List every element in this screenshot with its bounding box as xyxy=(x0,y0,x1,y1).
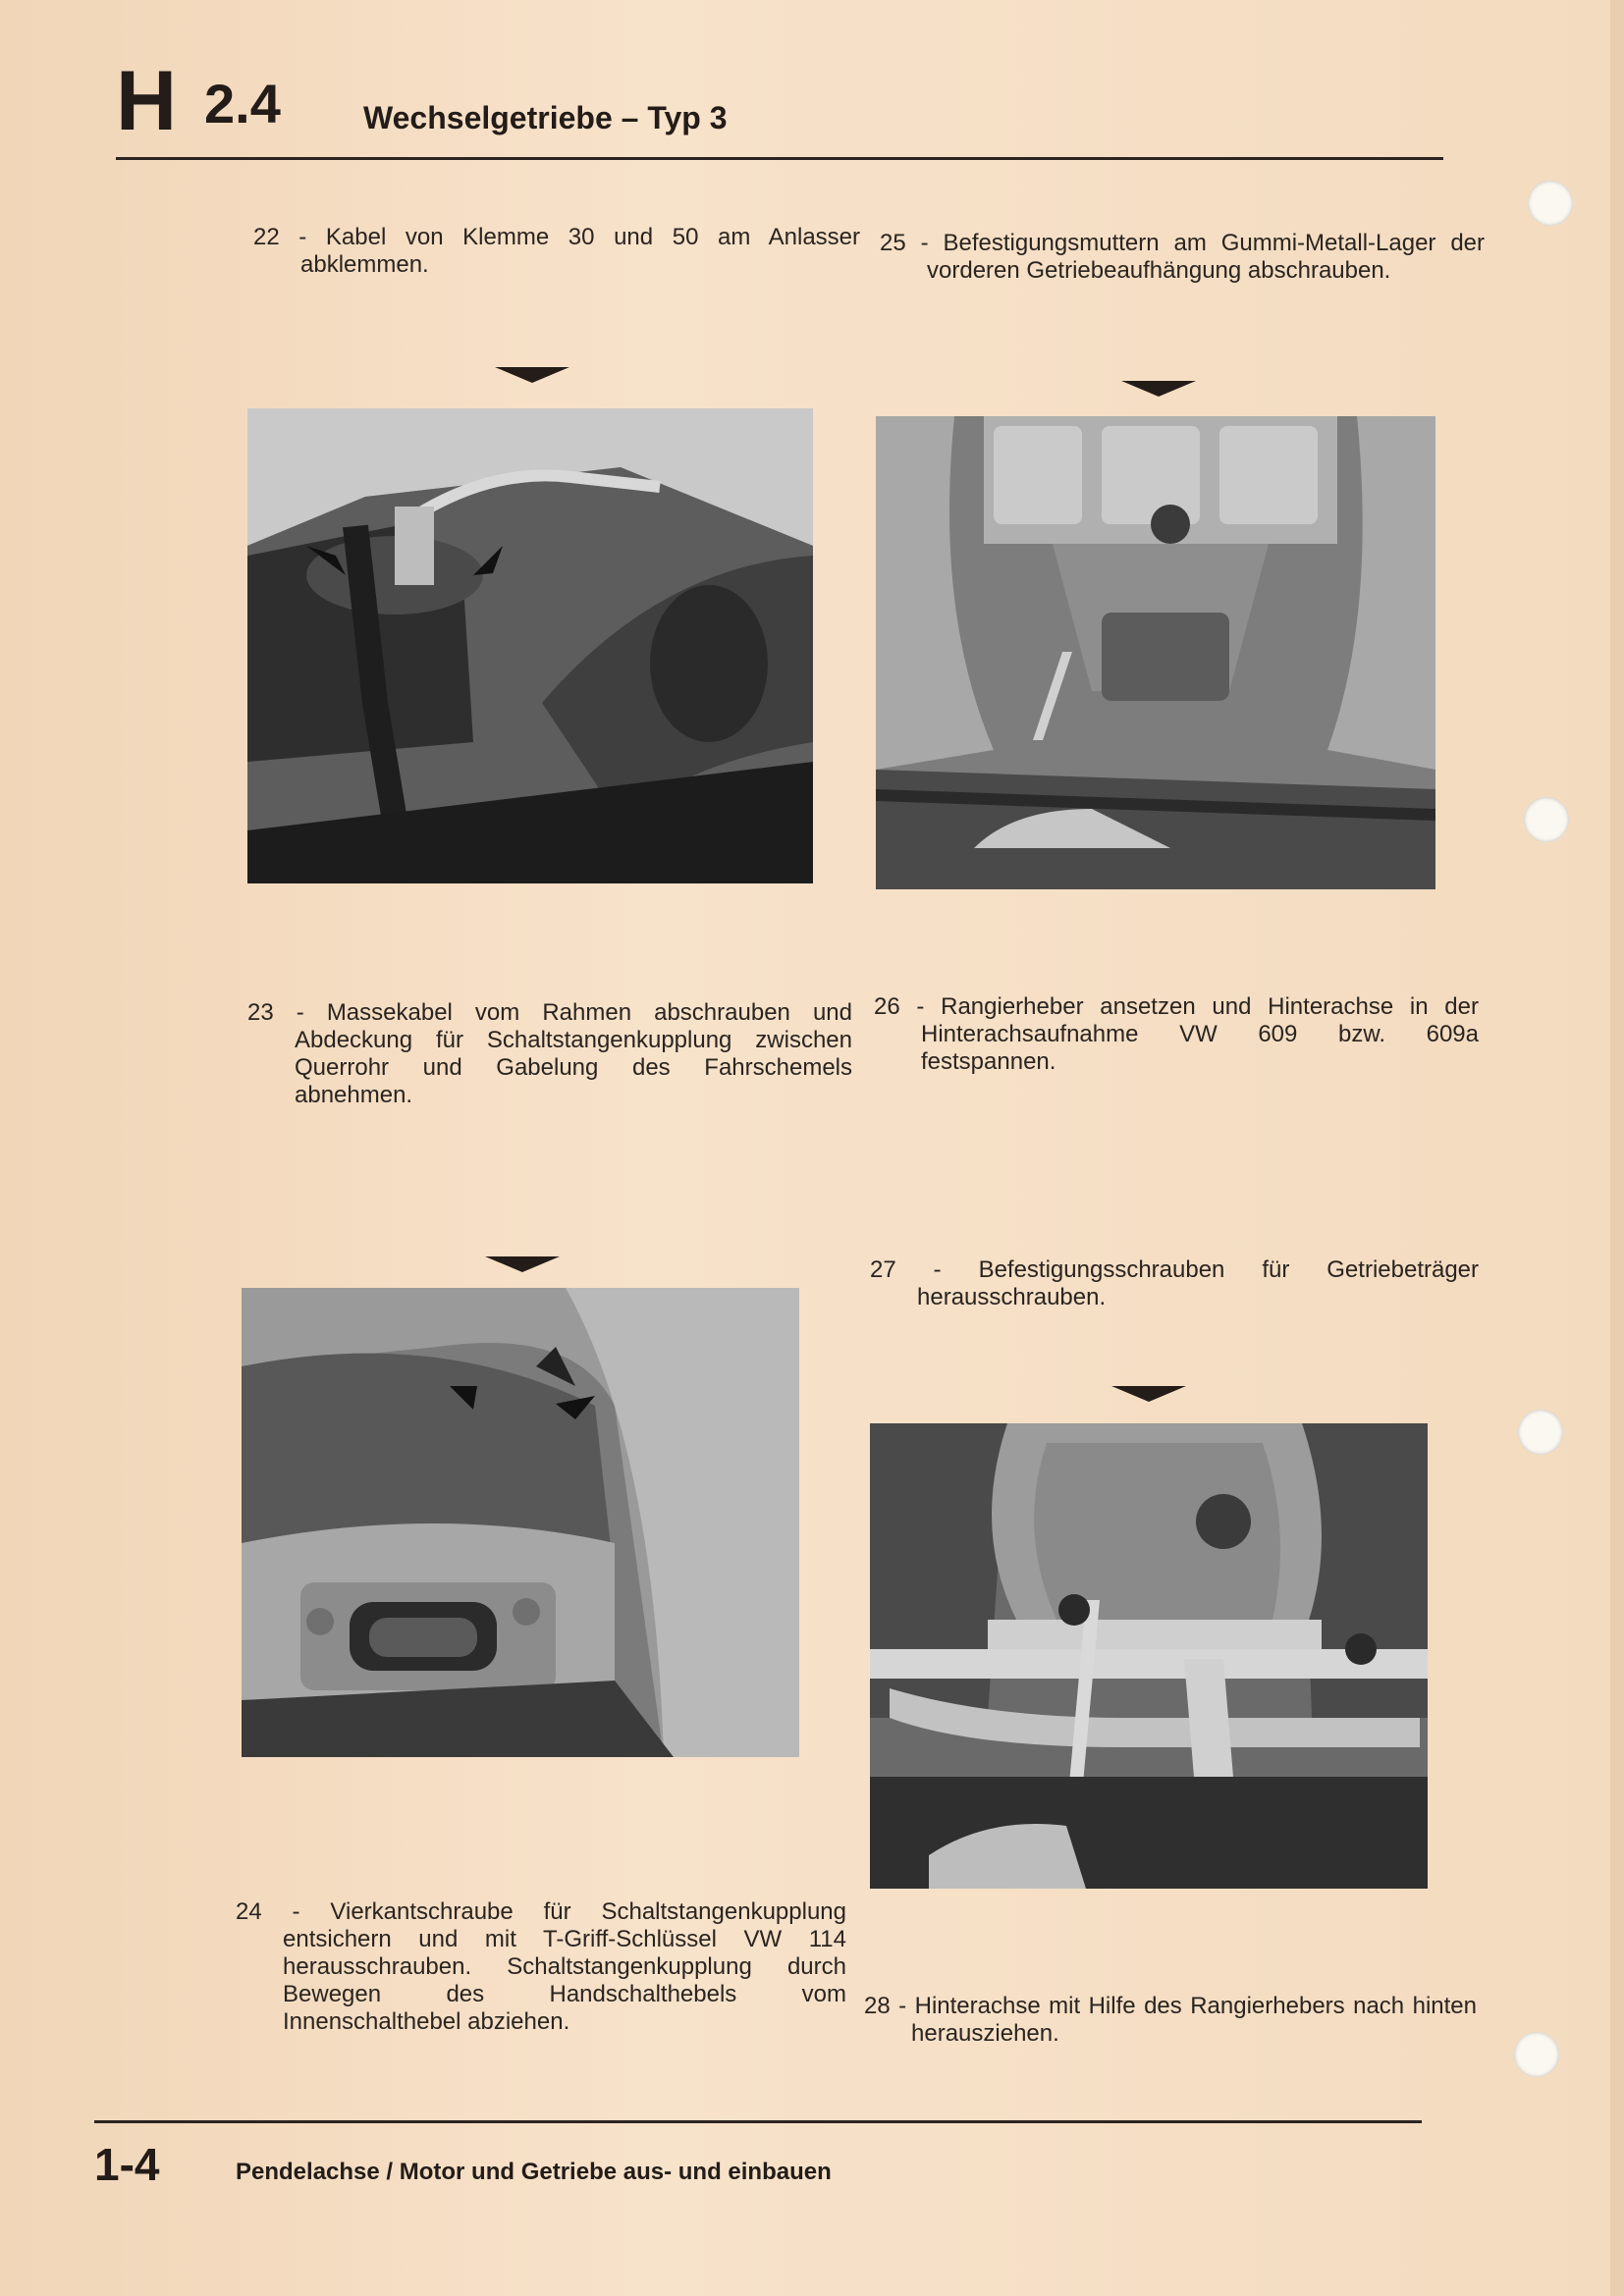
pointer-arrow-icon xyxy=(485,1256,560,1272)
step-number: 23 - xyxy=(247,999,304,1026)
step-24 xyxy=(236,1898,846,2036)
binder-hole xyxy=(1514,2032,1559,2077)
step-number: 28 - xyxy=(864,1993,907,2019)
page-edge xyxy=(1610,0,1624,2296)
step-number: 22 - xyxy=(253,224,307,250)
step-26 xyxy=(874,993,1479,1076)
pointer-arrow-icon xyxy=(495,367,569,383)
footer-rule xyxy=(94,2120,1422,2123)
step-text: Befestigungsschrauben für Getriebeträger herausschrauben. xyxy=(917,1256,1480,1310)
photo-gearbox-mount xyxy=(876,416,1435,889)
step-25 xyxy=(880,230,1485,285)
step-22 xyxy=(253,224,860,279)
step-text: Befestigungsmuttern am Gummi-Metall-Lager der vorderen Getriebeaufhängung abschrauben. xyxy=(927,230,1485,284)
pointer-arrow-icon xyxy=(1111,1386,1186,1402)
photo-shift-rod-cover xyxy=(242,1288,799,1757)
header-rule xyxy=(116,157,1443,160)
step-text: Hinterachse mit Hilfe des Rangierhebers nach hinten herausziehen. xyxy=(911,1993,1478,2047)
step-number: 24 - xyxy=(236,1898,300,1925)
pointer-arrow-icon xyxy=(1121,381,1196,397)
step-27 xyxy=(870,1256,1479,1311)
binder-hole xyxy=(1528,181,1573,226)
binder-hole xyxy=(1518,1410,1563,1455)
step-text: Rangierheber ansetzen und Hinterachse in der Hinterachsaufnahme VW 609 bzw. 609a festspannen. xyxy=(921,993,1479,1075)
step-23 xyxy=(247,999,852,1109)
photo-gearbox-carrier-bolts xyxy=(870,1423,1428,1889)
step-text: Kabel von Klemme 30 und 50 am Anlasser abklemmen. xyxy=(300,224,861,278)
step-number: 26 - xyxy=(874,993,925,1020)
step-28 xyxy=(864,1993,1477,2048)
section-letter: H xyxy=(116,54,176,148)
section-number: 2.4 xyxy=(204,73,281,134)
step-number: 25 - xyxy=(880,230,929,256)
step-text: Vierkantschraube für Schaltstangenkupplung entsichern und mit T-Griff-Schlüssel VW 114 herausschrauben. Schaltstangenkupplung durch Bewegen des Handschalthebels vom Innenschalthebel abziehen. xyxy=(283,1898,846,2035)
step-number: 27 - xyxy=(870,1256,942,1283)
binder-hole xyxy=(1524,797,1569,842)
step-text: Massekabel vom Rahmen abschrauben und Abdeckung für Schaltstangenkupplung zwischen Querrohr und Gabelung des Fahrschemels abnehmen. xyxy=(295,999,852,1108)
photo-starter-cables xyxy=(247,408,813,883)
page-title: Wechselgetriebe – Typ 3 xyxy=(363,100,728,135)
page-number: 1-4 xyxy=(94,2139,160,2190)
footer-title: Pendelachse / Motor und Getriebe aus- und einbauen xyxy=(236,2159,832,2185)
